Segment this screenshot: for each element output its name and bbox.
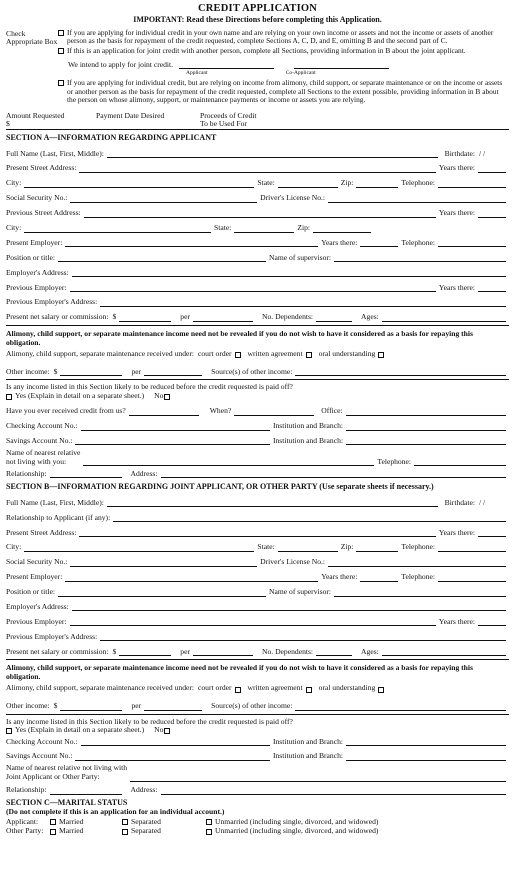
section-c-title: SECTION C—MARITAL STATUS [6, 797, 128, 807]
a-alimony-row [6, 347, 509, 358]
a-other-income-field[interactable] [60, 368, 122, 376]
a-relative-phone-label: Telephone: [377, 456, 411, 466]
b-written-agreement-checkbox[interactable] [306, 687, 312, 693]
a-office-label: Office: [321, 406, 343, 416]
a-prevemp-years-label: Years there: [438, 282, 475, 292]
amounts-row [6, 112, 509, 131]
b-employer-address-row [6, 597, 509, 612]
b-source-label: Source(s) of other income: [211, 701, 293, 711]
payment-date[interactable]: Payment Date Desired [96, 110, 165, 120]
b-years-there-label: Years there: [438, 527, 475, 537]
a-emp-telephone-field[interactable] [438, 239, 506, 247]
b-salary-row [6, 641, 509, 656]
b-address-field[interactable] [161, 787, 507, 795]
b-employer-address-field[interactable] [72, 603, 506, 611]
coapplicant-caption: Co-Applicant [285, 70, 316, 77]
b-ssn-field[interactable] [70, 559, 257, 567]
a-prevemp-years-field[interactable] [478, 284, 506, 292]
b-relative-field[interactable] [130, 774, 506, 782]
c-applicant-separated-label: Separated [131, 816, 161, 826]
b-emp-years-label: Years there: [321, 572, 358, 582]
a-position-row [6, 247, 509, 262]
b-checking-inst-field[interactable] [346, 738, 506, 746]
section-a-title: SECTION A—INFORMATION REGARDING APPLICANT [6, 133, 217, 143]
a-years-there-label: Years there: [438, 163, 475, 173]
a-relationship-label: Relationship: [6, 468, 47, 478]
a-position-field[interactable] [58, 254, 266, 262]
b-dependents-label: No. Dependents: [262, 646, 314, 656]
a-when-field[interactable] [234, 408, 314, 416]
b-telephone-field[interactable] [438, 544, 506, 552]
a-previous-street-field[interactable] [84, 210, 436, 218]
check-appropriate-box-block [6, 29, 509, 107]
c-applicant-unmarried-label: Unmarried (including single, divorced, and widowed) [215, 816, 379, 826]
a-savings-inst-label: Institution and Branch: [272, 435, 343, 445]
c-other-married-label: Married [59, 826, 84, 836]
a-city-field[interactable] [24, 180, 254, 188]
amount-requested[interactable] [6, 112, 96, 129]
a-per-field[interactable] [193, 314, 253, 322]
a-telephone-field[interactable] [438, 180, 506, 188]
b-savings-inst-field[interactable] [346, 753, 506, 761]
b-previous-employer-address-field[interactable] [100, 633, 506, 641]
a-source-label: Source(s) of other income: [211, 366, 293, 376]
proceeds-of-credit[interactable] [200, 112, 290, 129]
a-state-label: State: [257, 178, 275, 188]
applicant-caption: Applicant [186, 70, 208, 77]
b-alimony-label: Alimony, child support, separate maintenance received under: [6, 683, 195, 693]
a-divider-2 [6, 379, 509, 380]
a-previous-employer-address-field[interactable] [100, 299, 506, 307]
a-dependents-label: No. Dependents: [262, 312, 314, 322]
b-savings-label: Savings Account No.: [6, 751, 73, 761]
a-employer-address-label: Employer's Address: [6, 267, 69, 277]
c-other-party-row [6, 827, 509, 836]
b-relationship-applicant-field[interactable] [113, 514, 506, 522]
a-prev-zip-label: Zip: [297, 223, 310, 232]
a-relative-label-1: Name of nearest relative [6, 447, 81, 457]
b-previous-employer-label: Previous Employer: [6, 616, 67, 626]
checkbox-relying[interactable] [58, 80, 64, 86]
b-birthdate-field[interactable]: / / [479, 497, 486, 507]
a-employer-address-row [6, 262, 509, 277]
c-other-separated-label: Separated [131, 826, 161, 836]
a-yes-no-row [6, 392, 509, 401]
a-telephone-label: Telephone: [401, 178, 435, 188]
a-other-income-dollar: $ [53, 366, 58, 376]
joint-intent-text: We intend to apply for joint credit. [68, 59, 174, 69]
b-divider-2 [6, 714, 509, 715]
b-city-field[interactable] [24, 544, 254, 552]
checkbox-individual[interactable] [58, 30, 64, 36]
a-other-income-row [6, 358, 509, 376]
c-other-separated-option[interactable] [122, 827, 206, 836]
a-dependents-field[interactable] [316, 314, 352, 322]
a-received-credit-field[interactable] [129, 408, 199, 416]
b-yes-no-row [6, 726, 509, 735]
a-present-employer-row [6, 233, 509, 248]
a-prev-years-label: Years there: [438, 208, 475, 218]
b-oi-per-field[interactable] [144, 703, 202, 711]
proceeds-label-1: Proceeds of Credit [200, 110, 257, 120]
b-dependents-field[interactable] [316, 648, 352, 656]
b-checking-label: Checking Account No.: [6, 736, 78, 746]
c-other-unmarried-option[interactable] [206, 827, 378, 836]
a-checking-label: Checking Account No.: [6, 421, 78, 430]
a-present-employer-field[interactable] [65, 239, 318, 247]
b-present-employer-label: Present Employer: [6, 572, 63, 582]
a-savings-row [6, 431, 509, 446]
c-applicant-unmarried-checkbox[interactable] [206, 819, 212, 825]
a-ssn-row [6, 188, 509, 203]
a-received-credit-row [6, 401, 509, 416]
a-checking-row [6, 416, 509, 431]
c-applicant-married-option[interactable] [50, 818, 122, 827]
a-oi-per-field[interactable] [144, 368, 202, 376]
coapplicant-signature-line[interactable] [294, 61, 389, 69]
option-relying-text: If you are applying for individual credit, but are relying on income from alimony, child support, or separate maintenance or on the income or assets or another person as the basis for repayment of the credit requested, complete all Sections to the extent possible, providing information in B about the person on whose alimony, support, or maintenance payments or income or assets you are relying. [67, 78, 503, 105]
b-relationship-label: Relationship: [6, 785, 47, 795]
a-savings-field[interactable] [75, 437, 270, 445]
a-written-agreement-label: written agreement [247, 348, 303, 358]
a-other-income-label: Other income: [6, 366, 50, 376]
b-previous-employer-address-row [6, 626, 509, 641]
a-alimony-notice: Alimony, child support, or separate maintenance income need not be revealed if you do not wish to have it considered as a basis for repaying this obligation. [6, 328, 473, 347]
b-zip-label: Zip: [340, 542, 354, 552]
a-office-field[interactable] [346, 408, 506, 416]
b-relationship-applicant-label: Relationship to Applicant (if any): [6, 512, 111, 522]
a-birthdate-label: Birthdate: [444, 148, 475, 158]
a-savings-inst-field[interactable] [346, 437, 506, 445]
a-supervisor-field[interactable] [334, 254, 506, 262]
b-ages-field[interactable] [382, 648, 506, 656]
a-ssn-label: Social Security No.: [6, 193, 68, 203]
b-present-employer-row [6, 567, 509, 582]
a-prev-city-field[interactable] [24, 225, 211, 233]
b-prevemp-years-field[interactable] [478, 618, 506, 626]
b-savings-field[interactable] [75, 753, 270, 761]
b-other-income-dollar: $ [53, 701, 58, 711]
b-relative-label-2: Joint Applicant or Other Party: [6, 772, 100, 782]
b-birthdate-label: Birthdate: [444, 497, 475, 507]
b-relative-label [6, 764, 127, 781]
applicant-signature-line[interactable] [179, 61, 274, 69]
a-present-employer-label: Present Employer: [6, 237, 63, 247]
b-written-agreement-label: written agreement [247, 683, 303, 693]
a-relative-row [6, 445, 509, 466]
c-other-separated-checkbox[interactable] [122, 829, 128, 835]
b-state-label: State: [257, 542, 275, 552]
b-per-label: per [180, 646, 190, 656]
b-checking-inst-label: Institution and Branch: [272, 736, 343, 746]
a-state-field[interactable] [278, 180, 338, 188]
a-previous-employer-address-row [6, 292, 509, 307]
a-divider-1 [6, 325, 509, 326]
amount-requested-label: Amount Requested [6, 110, 65, 120]
b-supervisor-field[interactable] [334, 589, 506, 597]
option-individual-text: If you are applying for individual credit in your own name and are relying on your own income or assets and not the income or assets of another person as the basis for repayment of the credit requested, complete Sections A, C, D, and E, omitting B and the second part of C. [67, 27, 494, 46]
b-full-name-label: Full Name (Last, First, Middle): [6, 497, 104, 507]
b-position-label: Position or title: [6, 587, 55, 597]
a-city-label: City: [6, 178, 22, 188]
b-address-label: Address: [130, 785, 158, 795]
checkbox-joint[interactable] [58, 48, 64, 54]
b-zip-field[interactable] [356, 544, 398, 552]
b-relationship-applicant-row [6, 507, 509, 522]
a-salary-dollar: $ [112, 312, 117, 322]
a-ages-field[interactable] [382, 314, 506, 322]
c-other-married-checkbox[interactable] [50, 829, 56, 835]
a-supervisor-label: Name of supervisor: [269, 252, 331, 262]
b-ages-label: Ages: [361, 646, 379, 656]
a-savings-label: Savings Account No.: [6, 435, 73, 445]
b-present-employer-field[interactable] [65, 574, 318, 582]
c-other-married-option[interactable] [50, 827, 122, 836]
a-previous-employer-address-label: Previous Employer's Address: [6, 297, 98, 307]
a-written-agreement-checkbox[interactable] [306, 352, 312, 358]
b-previous-employer-field[interactable] [70, 618, 436, 626]
b-per-field[interactable] [193, 648, 253, 656]
a-employer-address-field[interactable] [72, 269, 506, 277]
b-employer-address-label: Employer's Address: [6, 601, 69, 611]
a-previous-employer-field[interactable] [70, 284, 436, 292]
b-yes-checkbox[interactable] [6, 728, 12, 734]
b-ssn-row [6, 552, 509, 567]
b-emp-telephone-field[interactable] [438, 574, 506, 582]
a-court-order-checkbox[interactable] [235, 352, 241, 358]
a-salary-label: Present net salary or commission: [6, 312, 109, 322]
a-prev-state-label: State: [214, 223, 232, 232]
b-checking-field[interactable] [81, 738, 270, 746]
b-emp-years-field[interactable] [360, 574, 398, 582]
a-previous-street-label: Previous Street Address: [6, 208, 81, 218]
a-salary-field[interactable] [119, 314, 171, 322]
a-yes-label: Yes (Explain in detail on a separate sheet.) [15, 391, 145, 400]
a-prev-years-field[interactable] [478, 210, 506, 218]
a-oral-label: oral understanding [318, 348, 376, 358]
c-applicant-married-checkbox[interactable] [50, 819, 56, 825]
option-joint [58, 47, 509, 55]
b-supervisor-label: Name of supervisor: [269, 587, 331, 597]
b-position-field[interactable] [58, 589, 266, 597]
b-salary-label: Present net salary or commission: [6, 646, 109, 656]
c-other-unmarried-checkbox[interactable] [206, 829, 212, 835]
a-oi-per-label: per [131, 366, 142, 376]
b-other-income-row [6, 693, 509, 711]
b-savings-inst-label: Institution and Branch: [272, 751, 343, 761]
signature-captions [186, 70, 509, 76]
b-oral-checkbox[interactable] [378, 687, 384, 693]
a-zip-label: Zip: [340, 178, 354, 188]
c-applicant-label: Applicant: [6, 816, 39, 826]
a-alimony-label: Alimony, child support, separate maintenance received under: [6, 348, 195, 358]
b-no-label: No [154, 725, 164, 735]
a-present-street-field[interactable] [79, 165, 435, 173]
a-relationship-field[interactable] [50, 470, 122, 478]
b-alimony-row [6, 682, 509, 693]
b-full-name-row [6, 492, 509, 507]
b-full-name-field[interactable] [107, 499, 438, 507]
b-telephone-label: Telephone: [401, 542, 435, 552]
b-prevemp-years-label: Years there: [438, 616, 475, 626]
b-state-field[interactable] [278, 544, 338, 552]
c-other-party-label: Other Party: [6, 826, 44, 836]
a-yes-checkbox[interactable] [6, 394, 12, 400]
a-checking-field[interactable] [81, 423, 270, 431]
form-title: CREDIT APPLICATION [197, 3, 318, 14]
b-yes-label: Yes (Explain in detail on a separate sheet.) [15, 725, 145, 735]
a-license-field[interactable] [328, 195, 506, 203]
b-city-row [6, 537, 509, 552]
a-position-label: Position or title: [6, 252, 55, 262]
a-relative-phone-field[interactable] [414, 458, 506, 466]
a-present-street-row [6, 158, 509, 173]
b-court-order-checkbox[interactable] [235, 687, 241, 693]
b-relationship-field[interactable] [50, 787, 122, 795]
b-relationship-row [6, 782, 509, 795]
b-present-street-row [6, 522, 509, 537]
a-ages-label: Ages: [361, 312, 379, 322]
b-previous-employer-row [6, 611, 509, 626]
a-received-credit-label: Have you ever received credit from us? [6, 406, 126, 416]
a-when-label: When? [209, 406, 232, 416]
check-box-label: Check Appropriate Box [6, 28, 58, 47]
a-relationship-row [6, 466, 509, 478]
proceeds-label-2: To be Used For [200, 118, 247, 128]
a-relative-field[interactable] [83, 458, 374, 466]
a-no-label: No [154, 391, 164, 400]
a-birthdate-field[interactable]: / / [479, 148, 486, 158]
a-previous-employer-row [6, 277, 509, 292]
a-full-name-field[interactable] [107, 150, 438, 158]
b-divider-1 [6, 659, 509, 660]
c-applicant-married-label: Married [59, 816, 84, 826]
a-oral-checkbox[interactable] [378, 352, 384, 358]
b-salary-dollar: $ [112, 646, 117, 656]
a-years-there-field[interactable] [478, 165, 506, 173]
b-other-income-field[interactable] [60, 703, 122, 711]
b-checking-row [6, 735, 509, 746]
b-license-label: Driver's License No.: [260, 557, 325, 567]
b-emp-telephone-label: Telephone: [401, 572, 435, 582]
a-prev-city-label: City: [6, 223, 22, 232]
c-applicant-row [6, 818, 509, 827]
a-prev-state-field[interactable] [234, 225, 294, 233]
a-prev-zip-field[interactable] [313, 225, 371, 233]
a-relative-label [6, 449, 80, 466]
a-address-field[interactable] [161, 470, 507, 478]
b-city-label: City: [6, 542, 22, 552]
b-income-reduced: Is any income listed in this Section likely to be reduced before the credit requested is paid off? [6, 716, 293, 726]
a-court-order-label: court order [198, 348, 232, 358]
a-emp-years-field[interactable] [360, 239, 398, 247]
b-present-street-label: Present Street Address: [6, 527, 77, 537]
a-prev-city-row [6, 218, 509, 233]
option-relying [58, 79, 509, 104]
a-no-checkbox[interactable] [164, 394, 170, 400]
a-full-name-label: Full Name (Last, First, Middle): [6, 148, 104, 158]
b-oral-label: oral understanding [318, 683, 376, 693]
section-c-note: (Do not complete if this is an application for an individual account.) [6, 806, 225, 816]
a-city-row [6, 173, 509, 188]
form-subtitle: IMPORTANT: Read these Directions before completing this Application. [133, 14, 382, 24]
a-relative-label-2: not living with you: [6, 456, 67, 466]
c-applicant-unmarried-option[interactable] [206, 818, 378, 827]
b-salary-field[interactable] [119, 648, 171, 656]
a-ssn-field[interactable] [70, 195, 257, 203]
a-full-name-row [6, 143, 509, 158]
b-source-field[interactable] [295, 703, 506, 711]
a-source-field[interactable] [295, 368, 506, 376]
b-ssn-label: Social Security No.: [6, 557, 68, 567]
a-per-label: per [180, 312, 190, 322]
b-relative-label-1: Name of nearest relative not living with [6, 763, 128, 773]
b-alimony-notice: Alimony, child support, or separate maintenance income need not be revealed if you do not wish to have it considered as a basis for repaying this obligation. [6, 663, 473, 681]
joint-intent-row [68, 61, 509, 70]
c-applicant-separated-option[interactable] [122, 818, 206, 827]
a-zip-field[interactable] [356, 180, 398, 188]
section-b-title: SECTION B—INFORMATION REGARDING JOINT APPLICANT, OR OTHER PARTY (Use separate sheets if necessary.) [6, 482, 434, 492]
b-license-field[interactable] [328, 559, 506, 567]
b-relative-row [6, 761, 509, 782]
a-income-reduced: Is any income listed in this Section likely to be reduced before the credit requested is paid off? [6, 382, 293, 392]
a-license-label: Driver's License No.: [260, 193, 325, 203]
option-joint-text: If this is an application for joint credit with another person, complete all Sections, providing information in B about the joint applicant. [67, 46, 466, 56]
b-court-order-label: court order [198, 683, 232, 693]
amount-dollar: $ [6, 118, 10, 128]
option-individual [58, 29, 509, 46]
a-previous-street-row [6, 203, 509, 218]
a-previous-employer-label: Previous Employer: [6, 282, 67, 292]
b-present-street-field[interactable] [79, 529, 435, 537]
b-previous-employer-address-label: Previous Employer's Address: [6, 631, 98, 641]
b-other-income-label: Other income: [6, 701, 50, 711]
c-applicant-separated-checkbox[interactable] [122, 819, 128, 825]
b-years-there-field[interactable] [478, 529, 506, 537]
a-address-label: Address: [130, 468, 158, 478]
b-savings-row [6, 746, 509, 761]
a-checking-inst-label: Institution and Branch: [272, 421, 343, 430]
a-emp-years-label: Years there: [321, 237, 358, 247]
a-salary-row [6, 307, 509, 322]
a-present-street-label: Present Street Address: [6, 163, 77, 173]
b-position-row [6, 582, 509, 597]
b-no-checkbox[interactable] [164, 728, 170, 734]
a-checking-inst-field[interactable] [346, 423, 506, 431]
a-emp-telephone-label: Telephone: [401, 237, 435, 247]
c-other-unmarried-label: Unmarried (including single, divorced, and widowed) [215, 826, 379, 836]
b-oi-per-label: per [131, 701, 142, 711]
